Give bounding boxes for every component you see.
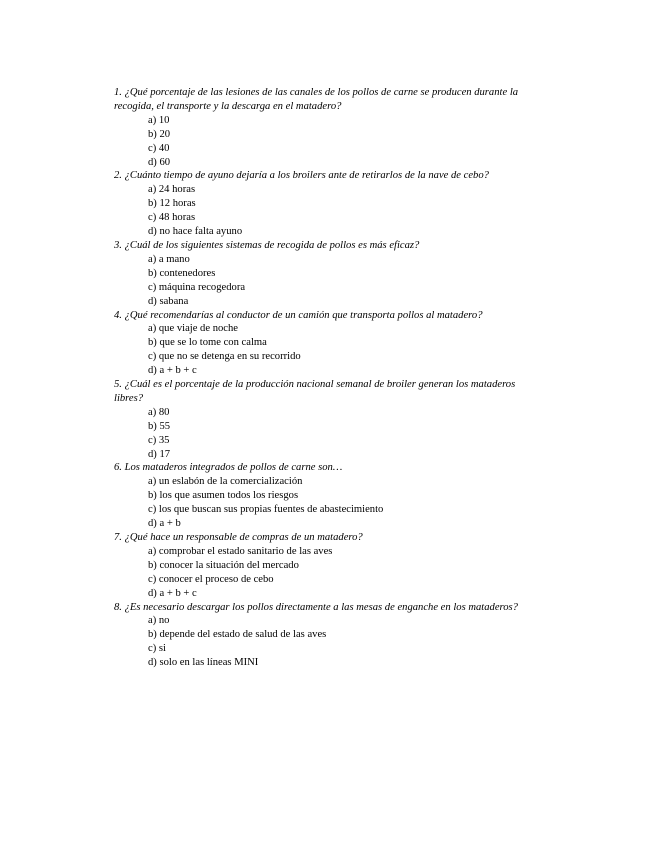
answer-option: a) 24 horas — [148, 184, 196, 196]
answer-options — [114, 406, 534, 462]
answer-option: c) que no se detenga en su recorrido — [148, 351, 301, 363]
question-block — [114, 531, 534, 601]
question-block — [114, 239, 534, 309]
question-block — [114, 86, 534, 169]
answer-option: d) a + b — [148, 518, 181, 530]
answer-option: b) depende del estado de salud de las aves — [148, 629, 327, 641]
answer-option: d) no hace falta ayuno — [148, 226, 243, 238]
question-text: 4. ¿Qué recomendarías al conductor de un camión que transporta pollos al matadero? — [114, 309, 483, 321]
answer-option: b) conocer la situación del mercado — [148, 559, 299, 571]
question-block — [114, 378, 534, 461]
answer-option: a) un eslabón de la comercialización — [148, 476, 303, 488]
answer-option: b) 55 — [148, 420, 171, 432]
question-text: 6. Los mataderos integrados de pollos de carne son… — [114, 462, 343, 474]
question-text: 7. ¿Qué hace un responsable de compras de un matadero? — [114, 532, 363, 543]
answer-option: a) a mano — [148, 253, 190, 265]
answer-option: a) no — [148, 615, 170, 627]
answer-options — [114, 114, 534, 170]
answer-option: d) a + b + c — [148, 587, 197, 599]
answer-option: a) que viaje de noche — [148, 323, 239, 335]
answer-options — [114, 614, 534, 670]
quiz-list — [114, 86, 534, 670]
question-block — [114, 601, 534, 671]
answer-option: b) que se lo tome con calma — [148, 337, 267, 349]
answer-options — [114, 253, 534, 309]
answer-options — [114, 545, 534, 601]
answer-options — [114, 183, 534, 239]
answer-option: b) 12 horas — [148, 198, 196, 210]
question-text: 1. ¿Qué porcentaje de las lesiones de las canales de los pollos de carne se producen durante la recogida, el transporte y la descarga en el matadero? — [114, 87, 519, 112]
answer-option: d) 60 — [148, 156, 171, 168]
answer-option: c) los que buscan sus propias fuentes de abastecimiento — [148, 504, 384, 516]
answer-options — [114, 322, 534, 378]
answer-option: b) los que asumen todos los riesgos — [148, 490, 299, 502]
answer-option: d) sabana — [148, 295, 189, 307]
answer-option: c) si — [148, 643, 166, 655]
answer-option: c) 48 horas — [148, 212, 196, 224]
answer-option: c) 35 — [148, 434, 170, 446]
answer-option: d) a + b + c — [148, 365, 197, 377]
answer-option: a) 10 — [148, 114, 170, 126]
answer-option: b) contenedores — [148, 267, 216, 279]
question-text: 8. ¿Es necesario descargar los pollos directamente a las mesas de enganche en los mataderos? — [114, 601, 518, 613]
answer-option: d) 17 — [148, 448, 171, 460]
question-text: 3. ¿Cuál de los siguientes sistemas de recogida de pollos es más eficaz? — [114, 239, 420, 251]
answer-option: a) 80 — [148, 406, 170, 418]
answer-option: c) máquina recogedora — [148, 281, 246, 293]
question-block — [114, 461, 534, 531]
answer-option: c) conocer el proceso de cebo — [148, 573, 274, 585]
answer-option: b) 20 — [148, 128, 171, 140]
answer-option: c) 40 — [148, 142, 170, 154]
question-text: 2. ¿Cuánto tiempo de ayuno dejaría a los broilers ante de retirarlos de la nave de cebo? — [114, 170, 489, 182]
answer-options — [114, 475, 534, 531]
question-block — [114, 169, 534, 239]
question-text: 5. ¿Cuál es el porcentaje de la producción nacional semanal de broiler generan los mataderos libres? — [114, 379, 516, 404]
question-block — [114, 309, 534, 379]
answer-option: a) comprobar el estado sanitario de las aves — [148, 545, 333, 557]
answer-option: d) solo en las líneas MINI — [148, 657, 259, 669]
